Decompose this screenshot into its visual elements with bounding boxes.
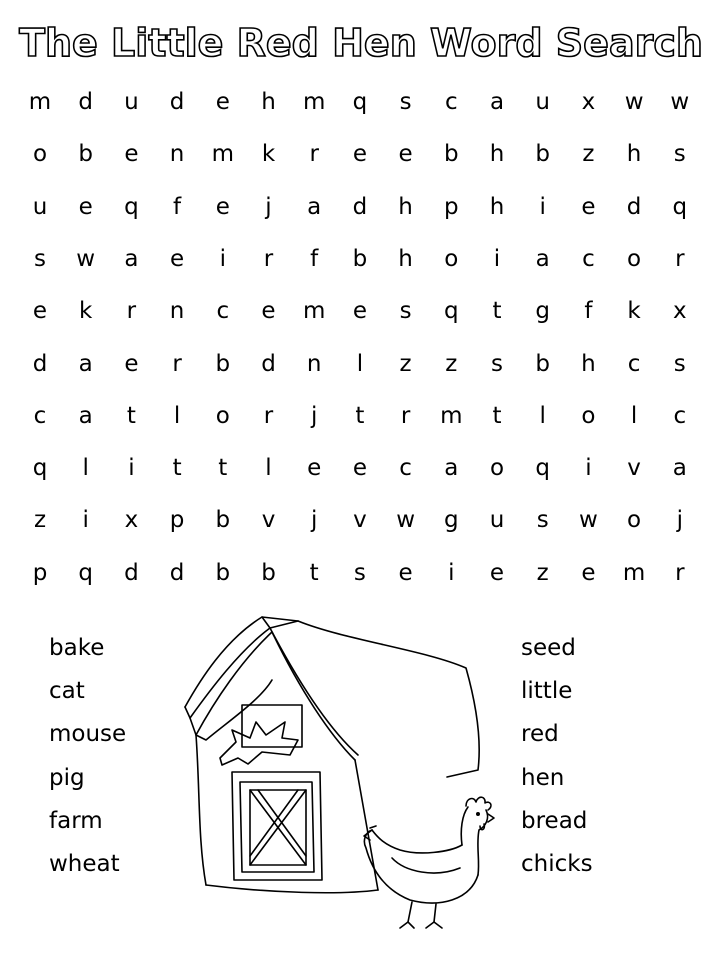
- grid-letter: s: [34, 245, 46, 272]
- grid-letter: t: [355, 402, 365, 429]
- grid-letter: i: [539, 193, 546, 220]
- word-list-item: wheat: [49, 850, 120, 877]
- grid-letter: p: [32, 559, 48, 586]
- grid-letter: n: [306, 350, 322, 377]
- grid-letter: w: [396, 507, 415, 534]
- grid-letter: s: [673, 141, 686, 168]
- grid-letter: b: [261, 559, 276, 586]
- grid-letter: l: [173, 402, 181, 429]
- grid-letter: w: [624, 89, 644, 115]
- word-list-item: red: [521, 721, 559, 748]
- grid-letter: q: [443, 298, 459, 325]
- grid-letter: m: [302, 89, 326, 115]
- grid-letter: o: [581, 402, 596, 429]
- grid-letter: c: [582, 245, 595, 272]
- grid-letter: e: [352, 455, 367, 482]
- grid-letter: z: [445, 350, 458, 377]
- grid-letter: i: [585, 455, 592, 482]
- grid-letter: b: [78, 141, 93, 168]
- grid-letter: b: [535, 350, 550, 377]
- grid-letter: e: [124, 141, 139, 168]
- grid-letter: o: [444, 245, 459, 272]
- grid-letter: i: [219, 245, 226, 272]
- grid-letter: e: [215, 89, 230, 115]
- grid-letter: d: [169, 89, 185, 115]
- word-list-left: [49, 627, 126, 886]
- grid-letter: d: [626, 193, 642, 220]
- grid-letter: h: [398, 193, 413, 220]
- grid-letter: q: [352, 89, 368, 115]
- grid-letter: n: [169, 298, 185, 325]
- grid-letter: k: [627, 298, 641, 325]
- word-list-item: cat: [49, 678, 85, 705]
- grid-letter: l: [539, 402, 546, 429]
- grid-letter: m: [211, 141, 234, 168]
- grid-letter: m: [302, 298, 326, 325]
- grid-letter: f: [310, 245, 319, 272]
- grid-letter: w: [670, 89, 690, 115]
- grid-letter: r: [309, 141, 319, 168]
- grid-letter: k: [261, 141, 276, 168]
- grid-letter: d: [352, 193, 368, 220]
- grid-letter: b: [352, 245, 368, 272]
- grid-letter: a: [489, 89, 505, 115]
- grid-letter: o: [32, 141, 48, 168]
- grid-letter: s: [673, 350, 686, 377]
- grid-letter: r: [263, 402, 274, 429]
- grid-letter: e: [581, 193, 596, 220]
- grid-letter: o: [215, 402, 230, 429]
- grid-letter: h: [581, 350, 596, 377]
- grid-letter: r: [172, 350, 182, 377]
- grid-letter: e: [352, 298, 367, 325]
- grid-letter: d: [124, 559, 139, 586]
- barn-icon: [185, 617, 479, 893]
- grid-letter: t: [218, 455, 228, 482]
- grid-letter: r: [675, 245, 685, 272]
- grid-letter: i: [82, 507, 89, 534]
- grid-letter: l: [356, 350, 364, 377]
- grid-letter: x: [672, 298, 687, 325]
- grid-letter: c: [627, 350, 641, 377]
- grid-letter: a: [78, 350, 93, 377]
- grid-letter: e: [170, 245, 185, 272]
- grid-letter: n: [169, 141, 185, 168]
- grid-letter: a: [535, 245, 550, 272]
- grid-letter: g: [443, 507, 459, 534]
- grid-letter: e: [398, 559, 413, 586]
- grid-letter: a: [124, 245, 139, 272]
- grid-letter: u: [535, 89, 550, 115]
- grid-letter: v: [261, 507, 276, 534]
- grid-letter: j: [310, 507, 318, 534]
- grid-letter: b: [215, 507, 231, 534]
- grid-letter: c: [673, 402, 687, 429]
- grid-letter: s: [353, 559, 366, 586]
- grid-letter: g: [535, 298, 550, 325]
- grid-letter: t: [172, 455, 182, 482]
- grid-letter: e: [32, 298, 48, 325]
- grid-letter: a: [672, 455, 687, 482]
- word-list-item: chicks: [521, 850, 593, 877]
- grid-letter: l: [630, 402, 638, 429]
- grid-letter: f: [584, 298, 593, 325]
- grid-letter: c: [444, 89, 458, 115]
- grid-letter: e: [215, 193, 230, 220]
- grid-letter: o: [489, 455, 505, 482]
- grid-letter: b: [215, 559, 231, 586]
- grid-letter: e: [398, 141, 413, 168]
- barn-and-hen-illustration: [150, 600, 550, 940]
- grid-letter: j: [676, 507, 683, 534]
- grid-letter: z: [582, 141, 595, 168]
- word-list-item: mouse: [49, 721, 127, 748]
- grid-letter: a: [444, 455, 459, 482]
- grid-letter: d: [78, 89, 93, 115]
- page-title-text: The Little Red Hen Word Search: [19, 21, 703, 65]
- grid-letter: f: [173, 193, 182, 220]
- grid-letter: e: [489, 559, 505, 586]
- grid-letter: r: [126, 298, 137, 325]
- grid-letter: u: [489, 507, 505, 534]
- grid-letter: x: [124, 507, 139, 534]
- grid-letter: j: [265, 193, 272, 220]
- word-list-item: pig: [49, 764, 85, 791]
- grid-letter: h: [626, 141, 642, 168]
- word-list-item: little: [521, 678, 573, 705]
- grid-letter: r: [675, 559, 685, 586]
- grid-letter: e: [352, 141, 367, 168]
- grid-letter: a: [78, 402, 93, 429]
- grid-letter: u: [124, 89, 139, 115]
- grid-letter: c: [33, 402, 47, 429]
- word-list-item: bake: [49, 635, 105, 661]
- grid-letter: c: [399, 455, 412, 482]
- grid-letter: e: [78, 193, 93, 220]
- grid-letter: d: [32, 350, 48, 377]
- grid-letter: i: [128, 455, 135, 482]
- grid-letter: z: [536, 559, 549, 586]
- grid-letter: j: [310, 402, 318, 429]
- grid-letter: s: [491, 350, 503, 377]
- grid-letter: w: [578, 507, 598, 534]
- grid-letter: r: [263, 245, 274, 272]
- grid-letter: m: [440, 402, 463, 429]
- grid-letter: z: [33, 507, 47, 534]
- grid-letter: l: [265, 455, 272, 482]
- grid-letter: q: [32, 455, 48, 482]
- word-list-item: hen: [521, 764, 565, 791]
- grid-letter: w: [76, 245, 96, 272]
- grid-letter: d: [261, 350, 276, 377]
- grid-letter: o: [627, 507, 642, 534]
- grid-letter: k: [79, 298, 93, 325]
- grid-letter: t: [126, 402, 136, 429]
- grid-letter: l: [82, 455, 89, 482]
- grid-letter: m: [622, 559, 646, 586]
- grid-letter: c: [216, 298, 230, 325]
- grid-letter: e: [307, 455, 322, 482]
- grid-letter: o: [627, 245, 642, 272]
- grid-letter: t: [492, 298, 502, 325]
- grid-letter: q: [124, 193, 139, 220]
- grid-letter: s: [536, 507, 549, 534]
- grid-letter: u: [32, 193, 48, 220]
- grid-letter: v: [627, 455, 641, 482]
- grid-letter: x: [581, 89, 596, 115]
- grid-letter: i: [493, 245, 501, 272]
- grid-letter: p: [169, 507, 185, 534]
- grid-letter: e: [261, 298, 276, 325]
- grid-letter: b: [215, 350, 231, 377]
- grid-letter: v: [353, 507, 367, 534]
- grid-letter: h: [398, 245, 413, 272]
- grid-letter: a: [307, 193, 322, 220]
- grid-letter: b: [535, 141, 550, 168]
- grid-letter: q: [78, 559, 93, 586]
- grid-letter: z: [399, 350, 412, 377]
- grid-letter: h: [489, 193, 505, 220]
- grid-letter: i: [448, 559, 455, 586]
- grid-letter: m: [28, 89, 52, 115]
- grid-letter: e: [581, 559, 596, 586]
- grid-letter: d: [169, 559, 185, 586]
- grid-letter: h: [261, 89, 276, 115]
- grid-letter: s: [399, 89, 412, 115]
- grid-letter: p: [443, 193, 459, 220]
- word-list-item: farm: [49, 807, 103, 834]
- word-list-item: bread: [521, 807, 588, 834]
- grid-letter: q: [672, 193, 688, 220]
- grid-letter: s: [399, 298, 412, 325]
- grid-letter: e: [124, 350, 139, 377]
- grid-letter: h: [489, 141, 505, 168]
- grid-letter: q: [535, 455, 550, 482]
- grid-letter: r: [400, 402, 411, 429]
- word-list-item: seed: [521, 635, 576, 661]
- hen-icon: [364, 797, 494, 928]
- grid-letter: t: [492, 402, 502, 429]
- grid-letter: t: [309, 559, 319, 586]
- grid-letter: b: [443, 141, 459, 168]
